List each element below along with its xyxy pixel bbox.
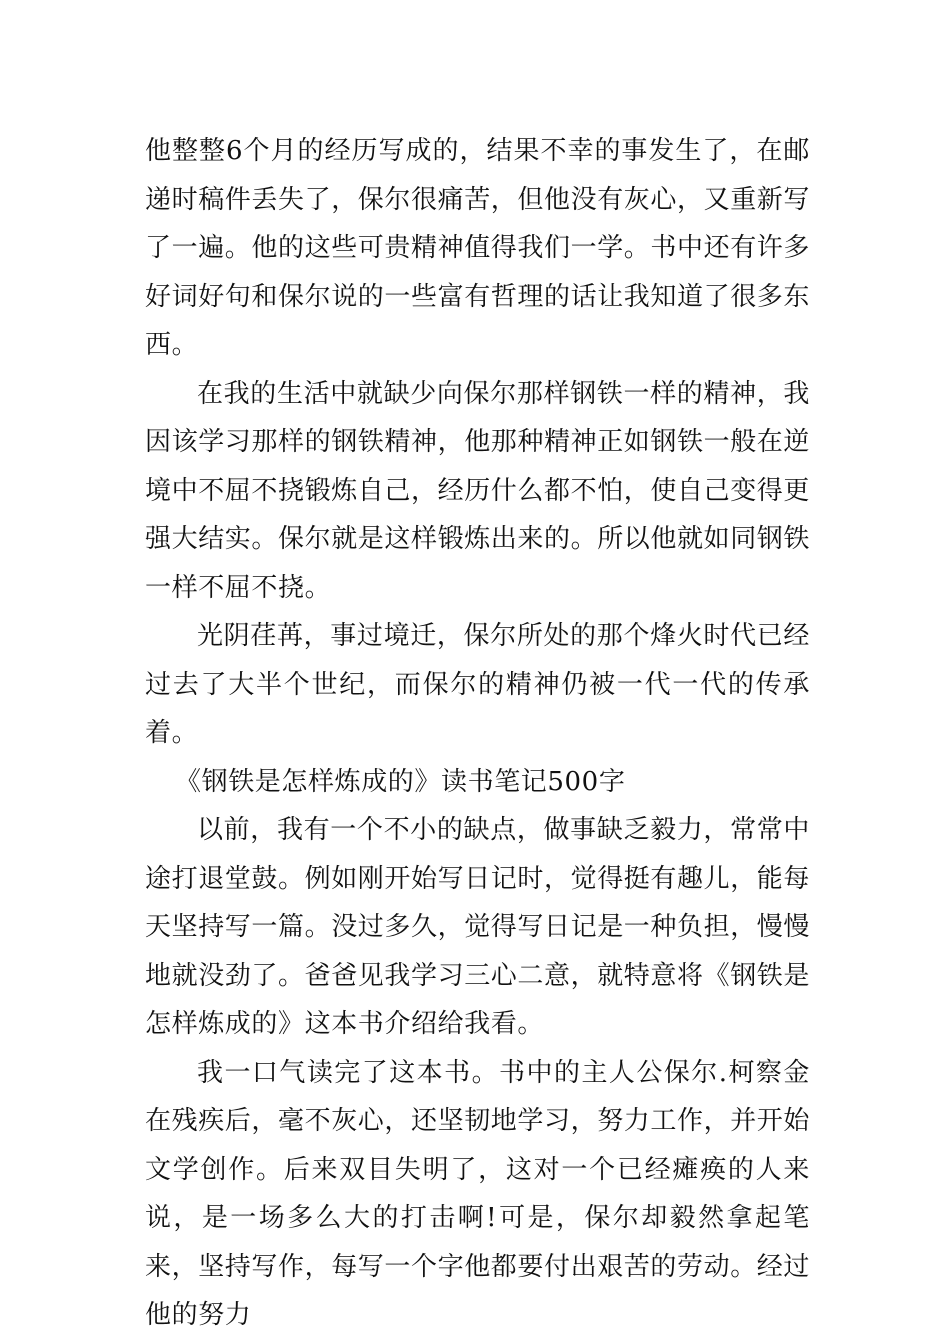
paragraph-steel-spirit: 在我的生活中就缺少向保尔那样钢铁一样的精神，我因该学习那样的钢铁精神，他那种精神正如钢铁一般在逆境中不屈不挠锻炼自己，经历什么都不怕，使自己变得更强大结实。保尔就是这样锻炼出来的。所以他就如同钢铁一样不屈不挠。 — [145, 378, 811, 603]
paragraph-continuation: 他整整6个月的经历写成的，结果不幸的事发生了，在邮递时稿件丢失了，保尔很痛苦，但他没有灰心，又重新写了一遍。他的这些可贵精神值得我们一学。书中还有许多好词好句和保尔说的一些富有哲理的话让我知道了很多东西。 — [145, 136, 811, 360]
paragraph-time-passes: 光阴荏苒，事过境迁，保尔所处的那个烽火时代已经过去了大半个世纪，而保尔的精神仍被一代一代的传承着。 — [145, 621, 810, 748]
paragraph-read-book: 我一口气读完了这本书。书中的主人公保尔.柯察金在残疾后，毫不灰心，还坚韧地学习，努力工作，并开始文学创作。后来双目失明了，这对一个已经瘫痪的人来说，是一场多么大的打击啊!可是，保尔却毅然拿起笔来，坚持写作，每写一个字他都要付出艰苦的劳动。经过他的努力 — [145, 1057, 811, 1330]
document-body — [145, 127, 810, 1340]
paragraph-shortcoming: 以前，我有一个不小的缺点，做事缺乏毅力，常常中途打退堂鼓。例如刚开始写日记时，觉得挺有趣儿，能每天坚持写一篇。没过多久，觉得写日记是一种负担，慢慢地就没劲了。爸爸见我学习三心二意，就特意将《钢铁是怎样炼成的》这本书介绍给我看。 — [145, 815, 811, 1039]
section-title: 《钢铁是怎样炼成的》读书笔记500字 — [175, 766, 626, 797]
